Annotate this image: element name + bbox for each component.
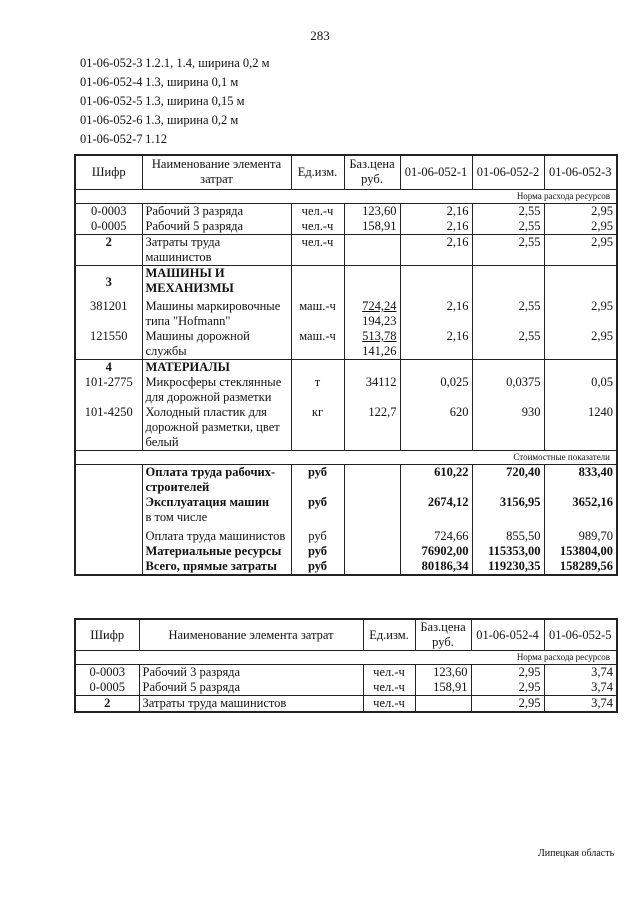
code: 01-06-052-5 bbox=[80, 94, 143, 108]
cost-row bbox=[75, 529, 617, 544]
cell-unit: чел.-ч bbox=[363, 680, 415, 696]
cost-row bbox=[75, 559, 617, 575]
cost-row bbox=[75, 495, 617, 529]
section-label: Норма расхода ресурсов bbox=[75, 651, 617, 665]
cell-section-title: МАШИНЫ И МЕХАНИЗМЫ bbox=[142, 265, 291, 299]
cell-code: 381201 bbox=[75, 299, 142, 329]
cell-empty bbox=[400, 265, 472, 299]
code: 01-06-052-7 bbox=[80, 132, 143, 146]
cell-value: 2,16 bbox=[400, 234, 472, 265]
cell-name: Рабочий 3 разряда bbox=[139, 665, 363, 681]
cell-empty bbox=[291, 360, 344, 376]
cell-value: 2,55 bbox=[472, 203, 544, 219]
cell-empty bbox=[544, 360, 617, 376]
code-desc: 1.3, ширина 0,1 м bbox=[145, 75, 239, 89]
col-header-name: Наименование элемента затрат bbox=[139, 619, 363, 651]
cell-price: 123,60 bbox=[415, 665, 471, 681]
table-row bbox=[75, 696, 617, 713]
cell-code: 101-2775 bbox=[75, 375, 142, 405]
cell-empty bbox=[75, 465, 142, 496]
cell-value: 855,50 bbox=[472, 529, 544, 544]
cell-value: 2,95 bbox=[544, 234, 617, 265]
table-section-row bbox=[75, 265, 617, 299]
section-label: Норма расхода ресурсов bbox=[75, 189, 617, 203]
cell-value: 2,55 bbox=[472, 299, 544, 329]
cell-unit: чел.-ч bbox=[291, 234, 344, 265]
cell-value: 2,95 bbox=[471, 665, 544, 681]
cell-empty bbox=[344, 529, 400, 544]
cell-unit: руб bbox=[291, 495, 344, 529]
code-list-item bbox=[80, 92, 270, 111]
cost-name: Эксплуатация машин bbox=[145, 495, 270, 509]
cell-value: 1240 bbox=[544, 405, 617, 451]
cell-name: Микросферы стеклянные для дорожной разметки bbox=[142, 375, 291, 405]
cell-empty bbox=[75, 495, 142, 529]
cell-unit: т bbox=[291, 375, 344, 405]
cell-empty bbox=[344, 360, 400, 376]
cell-value: 0,0375 bbox=[472, 375, 544, 405]
price-value-2: 141,26 bbox=[362, 344, 397, 358]
cell-name: Материальные ресурсы bbox=[142, 544, 291, 559]
cell-section-title: МАТЕРИАЛЫ bbox=[142, 360, 291, 376]
code-list-item bbox=[80, 54, 270, 73]
section-label-row bbox=[75, 451, 617, 465]
code-desc: 1.3, ширина 0,15 м bbox=[145, 94, 245, 108]
table-header-row bbox=[75, 619, 617, 651]
col-header-norm: 01-06-052-3 bbox=[544, 155, 617, 189]
cell-name: Всего, прямые затраты bbox=[142, 559, 291, 575]
cell-unit: чел.-ч bbox=[363, 696, 415, 713]
cell-value: 153804,00 bbox=[544, 544, 617, 559]
section-label-row bbox=[75, 651, 617, 665]
section-label-row bbox=[75, 189, 617, 203]
page-number: 283 bbox=[310, 28, 330, 43]
price-value: 724,24 bbox=[362, 299, 397, 313]
cell-value: 3,74 bbox=[544, 696, 617, 713]
cell-price: 123,60 bbox=[344, 203, 400, 219]
cell-price: 34112 bbox=[344, 375, 400, 405]
col-header-unit: Ед.изм. bbox=[291, 155, 344, 189]
cell-price bbox=[344, 299, 400, 329]
cell-name: Затраты труда машинистов bbox=[142, 234, 291, 265]
cost-row bbox=[75, 544, 617, 559]
cell-value: 2,55 bbox=[472, 234, 544, 265]
cell-value: 3,74 bbox=[544, 680, 617, 696]
cell-unit: маш.-ч bbox=[291, 329, 344, 360]
cell-unit: чел.-ч bbox=[363, 665, 415, 681]
code-desc: 1.2.1, 1.4, ширина 0,2 м bbox=[145, 56, 270, 70]
table-row bbox=[75, 234, 617, 265]
cell-code: 0-0003 bbox=[75, 665, 139, 681]
cell-name: Рабочий 5 разряда bbox=[142, 219, 291, 235]
code-desc: 1.12 bbox=[145, 132, 167, 146]
code-list bbox=[80, 54, 270, 149]
footer-region: Липецкая область bbox=[538, 848, 615, 859]
col-header-price: Баз.цена руб. bbox=[344, 155, 400, 189]
table-header-row bbox=[75, 155, 617, 189]
cell-value: 76902,00 bbox=[400, 544, 472, 559]
cell-value: 80186,34 bbox=[400, 559, 472, 575]
cell-unit: руб bbox=[291, 544, 344, 559]
cost-subname: в том числе bbox=[145, 510, 208, 524]
col-header-name: Наименование элемента затрат bbox=[142, 155, 291, 189]
cell-value: 724,66 bbox=[400, 529, 472, 544]
cell-value: 2,16 bbox=[400, 219, 472, 235]
cell-value: 2674,12 bbox=[400, 495, 472, 529]
price-value: 513,78 bbox=[362, 329, 397, 343]
cell-code: 0-0003 bbox=[75, 203, 142, 219]
table-row bbox=[75, 203, 617, 219]
cell-value: 833,40 bbox=[544, 465, 617, 496]
cell-empty bbox=[472, 360, 544, 376]
cell-empty bbox=[291, 265, 344, 299]
table-row bbox=[75, 405, 617, 451]
cell-value: 158289,56 bbox=[544, 559, 617, 575]
cell-price bbox=[415, 696, 471, 713]
cell-name: Машины дорожной службы bbox=[142, 329, 291, 360]
cell-value: 610,22 bbox=[400, 465, 472, 496]
cell-value: 2,55 bbox=[472, 219, 544, 235]
cell-price: 122,7 bbox=[344, 405, 400, 451]
col-header-price: Баз.цена руб. bbox=[415, 619, 471, 651]
col-header-norm: 01-06-052-4 bbox=[471, 619, 544, 651]
cell-value: 3156,95 bbox=[472, 495, 544, 529]
cell-price: 158,91 bbox=[415, 680, 471, 696]
cell-price bbox=[344, 329, 400, 360]
cell-code: 0-0005 bbox=[75, 219, 142, 235]
cell-value: 2,95 bbox=[471, 680, 544, 696]
table-section-row bbox=[75, 360, 617, 376]
cell-name bbox=[142, 495, 291, 529]
cell-empty bbox=[75, 559, 142, 575]
cell-price: 158,91 bbox=[344, 219, 400, 235]
code-list-item bbox=[80, 111, 270, 130]
code: 01-06-052-6 bbox=[80, 113, 143, 127]
cell-value: 115353,00 bbox=[472, 544, 544, 559]
cell-name: Машины маркировочные типа "Hofmann" bbox=[142, 299, 291, 329]
code-list-item bbox=[80, 130, 270, 149]
col-header-norm: 01-06-052-1 bbox=[400, 155, 472, 189]
cell-value: 2,95 bbox=[544, 203, 617, 219]
cell-value: 930 bbox=[472, 405, 544, 451]
table-row bbox=[75, 375, 617, 405]
cell-name: Рабочий 5 разряда bbox=[139, 680, 363, 696]
cell-code: 2 bbox=[75, 696, 139, 713]
cell-empty bbox=[400, 360, 472, 376]
cell-price bbox=[344, 234, 400, 265]
cell-value: 0,025 bbox=[400, 375, 472, 405]
col-header-code: Шифр bbox=[75, 155, 142, 189]
cell-unit: кг bbox=[291, 405, 344, 451]
cell-value: 2,16 bbox=[400, 299, 472, 329]
cell-value: 720,40 bbox=[472, 465, 544, 496]
price-value-2: 194,23 bbox=[362, 314, 397, 328]
code-list-item bbox=[80, 73, 270, 92]
cell-empty bbox=[75, 544, 142, 559]
cell-empty bbox=[344, 559, 400, 575]
cell-unit: руб bbox=[291, 529, 344, 544]
code: 01-06-052-4 bbox=[80, 75, 143, 89]
cell-value: 620 bbox=[400, 405, 472, 451]
cell-unit: руб bbox=[291, 465, 344, 496]
cell-code: 4 bbox=[75, 360, 142, 376]
cell-value: 0,05 bbox=[544, 375, 617, 405]
cell-value: 2,55 bbox=[472, 329, 544, 360]
cell-value: 119230,35 bbox=[472, 559, 544, 575]
cell-empty bbox=[472, 265, 544, 299]
cell-code: 0-0005 bbox=[75, 680, 139, 696]
table-row bbox=[75, 299, 617, 329]
cell-empty bbox=[344, 465, 400, 496]
code: 01-06-052-3 bbox=[80, 56, 143, 70]
cell-value: 2,95 bbox=[544, 329, 617, 360]
col-header-code: Шифр bbox=[75, 619, 139, 651]
cell-value: 3652,16 bbox=[544, 495, 617, 529]
cell-empty bbox=[544, 265, 617, 299]
cell-value: 2,16 bbox=[400, 203, 472, 219]
resource-table-1 bbox=[74, 154, 618, 576]
col-header-unit: Ед.изм. bbox=[363, 619, 415, 651]
cell-name: Оплата труда машинистов bbox=[142, 529, 291, 544]
cell-value: 2,16 bbox=[400, 329, 472, 360]
cell-empty bbox=[344, 544, 400, 559]
cell-unit: маш.-ч bbox=[291, 299, 344, 329]
cell-unit: руб bbox=[291, 559, 344, 575]
cell-value: 2,95 bbox=[544, 299, 617, 329]
cell-name: Холодный пластик для дорожной разметки, цвет белый bbox=[142, 405, 291, 451]
resource-table-2 bbox=[74, 618, 618, 713]
cell-code: 2 bbox=[75, 234, 142, 265]
table-row bbox=[75, 219, 617, 235]
cell-name: Рабочий 3 разряда bbox=[142, 203, 291, 219]
cell-code: 101-4250 bbox=[75, 405, 142, 451]
cell-value: 3,74 bbox=[544, 665, 617, 681]
table-row bbox=[75, 665, 617, 681]
col-header-norm: 01-06-052-2 bbox=[472, 155, 544, 189]
table-row bbox=[75, 680, 617, 696]
cell-code: 121550 bbox=[75, 329, 142, 360]
cell-value: 2,95 bbox=[471, 696, 544, 713]
cell-empty bbox=[344, 265, 400, 299]
cell-name: Оплата труда рабочих-строителей bbox=[142, 465, 291, 496]
code-desc: 1.3, ширина 0,2 м bbox=[145, 113, 239, 127]
cell-value: 989,70 bbox=[544, 529, 617, 544]
section-label: Стоимостные показатели bbox=[75, 451, 617, 465]
cell-name: Затраты труда машинистов bbox=[139, 696, 363, 713]
cell-unit: чел.-ч bbox=[291, 203, 344, 219]
cost-row bbox=[75, 465, 617, 496]
cell-empty bbox=[344, 495, 400, 529]
cell-unit: чел.-ч bbox=[291, 219, 344, 235]
cell-empty bbox=[75, 529, 142, 544]
cell-code: 3 bbox=[75, 265, 142, 299]
col-header-norm: 01-06-052-5 bbox=[544, 619, 617, 651]
table-row bbox=[75, 329, 617, 360]
cell-value: 2,95 bbox=[544, 219, 617, 235]
